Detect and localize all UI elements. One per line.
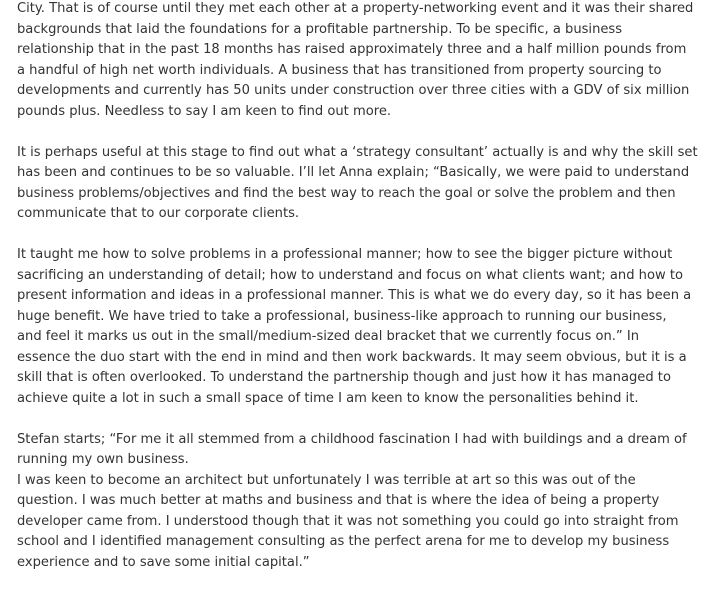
paragraph-city-partnership: City. That is of course until they met each other at a property-networking event and it was their shared backgrounds that laid the foundations for a profitable partnership. To be specific, a business relationship that in the past 18 months has raised approximately three and a half million pounds from a handful of high net worth individuals. A business that has transitioned from property sourcing to developments and currently has 50 units under construction over three cities with a GDV of six million pounds plus. Needless to say I am keen to find out more. xyxy=(17,1,694,119)
paragraph-stefan-background: Stefan starts; “For me it all stemmed from a childhood fascination I had with buildings and a dream of running my own business. I was keen to become an architect but unfortunately I was terrible at art so this was out of the question. I was much better at maths and business and that is where the idea of being a property developer came from. I understood though that it was not something you could go into straight from school and I identified management consulting as the perfect arena for me to develop my business experience and to save some initial capital.” xyxy=(17,431,687,570)
paragraph-strategy-consultant: It is perhaps useful at this stage to find out what a ‘strategy consultant’ actually is and why the skill set has been and continues to be so valuable. I’ll let Anna explain; “Basically, we were paid to understand business problems/objectives and find the best way to reach the goal or solve the problem and then communicate that to our corporate clients. xyxy=(17,144,698,221)
article-body xyxy=(17,0,707,573)
paragraph-problem-solving: It taught me how to solve problems in a professional manner; how to see the bigger picture without sacrificing an understanding of detail; how to understand and focus on what clients want; and how to present information and ideas in a professional manner. This is what we do every day, so it has been a huge benefit. We have tried to take a professional, business-like approach to running our business, and feel it marks us out in the small/medium-sized deal bracket that we currently focus on.” In essence the duo start with the end in mind and then work backwards. It may seem obvious, but it is a skill that is often overlooked. To understand the partnership though and just how it has managed to achieve quite a lot in such a small space of time I am keen to know the personalities behind it. xyxy=(17,247,692,406)
